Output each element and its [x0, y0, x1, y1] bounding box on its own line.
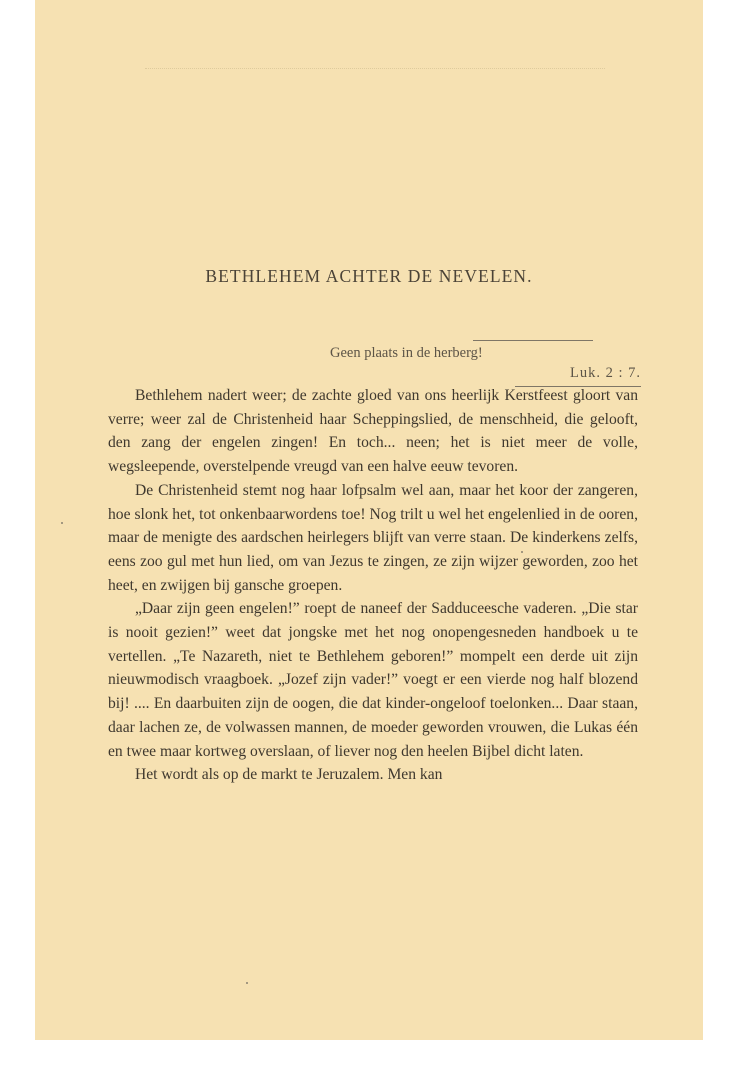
- paragraph: Het wordt als op de markt te Jeruzalem. Men kan: [135, 766, 443, 784]
- body-text: [108, 384, 638, 787]
- paragraph: „Daar zijn geen engelen!” roept de naneef der Sadduceesche vaderen. „Die star is nooit gezien!” weet dat jongske met het nog onopengesneden handboek u te vertellen. „Te Nazareth, niet te Bethlehem geboren!” mompelt een derde uit zijn nieuwmodisch vraagboek. „Jozef zijn vader!” voegt er een vierde nog half blozend bij! .... En daarbuiten zijn de oogen, die dat kinder-ongeloof toelonken... Daar staan, daar lachen ze, de volwassen mannen, de moeder geworden vrouwen, die Lukas één en twee maar kortweg overslaan, of liever nog den heelen Bijbel dicht laten.: [108, 600, 638, 760]
- paper-speck: [246, 982, 248, 984]
- book-page: [35, 0, 703, 1040]
- paragraph: Bethlehem nadert weer; de zachte gloed van ons heerlijk Kerstfeest gloort van verre; weer zal de Christenheid haar Scheppingslied, de menschheid, die gelooft, den zang der engelen zingen! En toch... neen; het is niet meer de volle, wegsleepende, overstelpende vreugd van een halve eeuw tevoren.: [108, 387, 638, 476]
- epigraph: [325, 343, 645, 383]
- paragraph: De Christenheid stemt nog haar lofpsalm wel aan, maar het koor der zangeren, hoe slonk het, tot onkenbaarwordens toe! Nog trilt u wel het engelenlied in de ooren, maar de menigte des aardschen heirlegers blijft van verre staan. De kinderkens zelfs, eens zoo gul met hun lied, om van Jezus te zingen, ze zijn wijzer geworden, zoo het heet, en zwijgen bij gansche groepen.: [108, 481, 638, 594]
- epigraph-reference: Luk. 2 : 7.: [569, 365, 641, 381]
- epigraph-rule-top: [473, 340, 593, 341]
- paper-speck: [61, 522, 63, 524]
- show-through-marks: [145, 68, 605, 73]
- paper-speck: [521, 551, 523, 553]
- chapter-title: BETHLEHEM ACHTER DE NEVELEN.: [205, 266, 533, 286]
- epigraph-quote: Geen plaats in de herberg!: [330, 345, 483, 361]
